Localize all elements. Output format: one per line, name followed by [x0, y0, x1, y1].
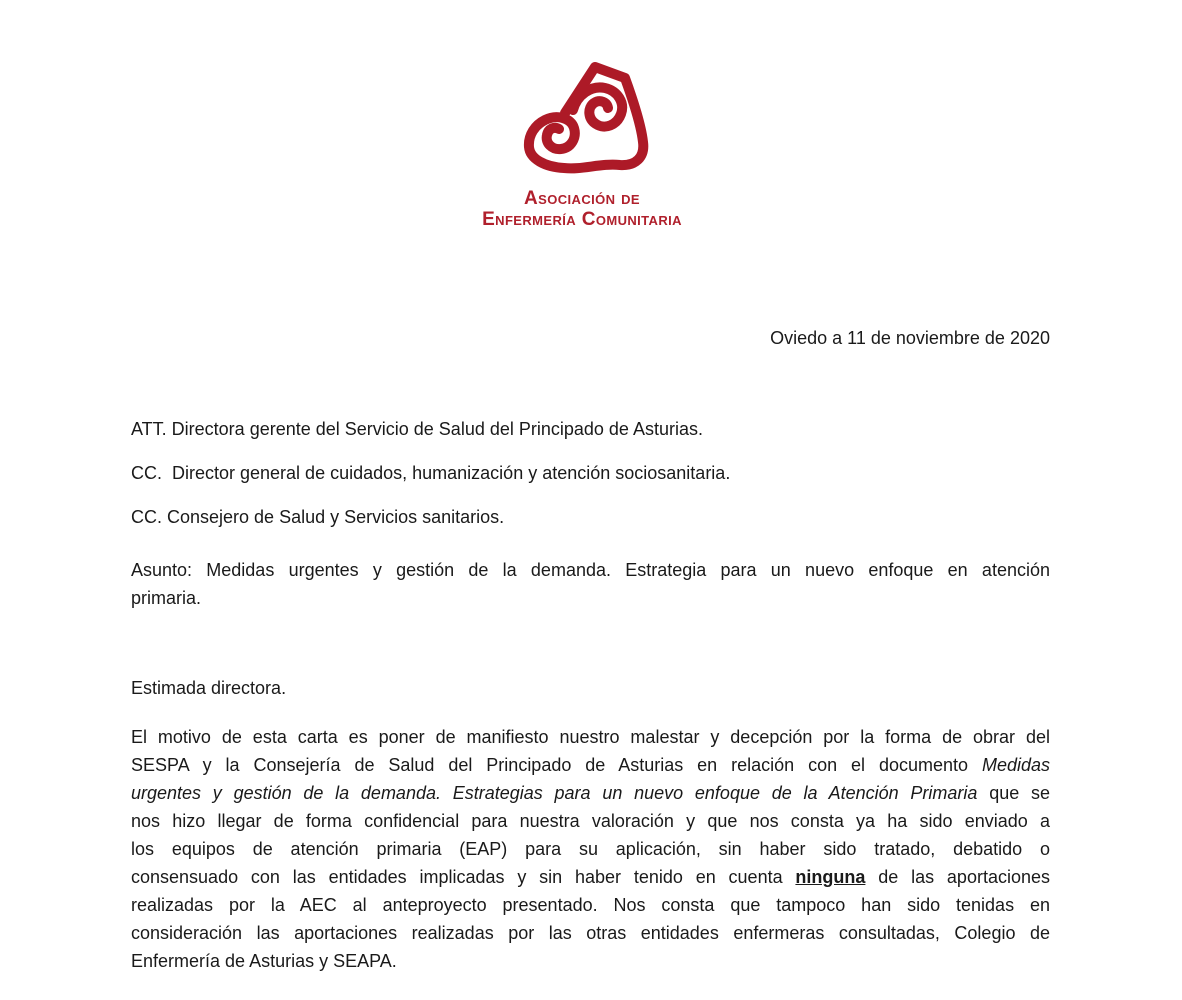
body-line — [131, 835, 1050, 863]
org-name-line2: Enfermería Comunitaria — [482, 209, 682, 230]
subject-line-2: primaria. — [131, 588, 202, 608]
body-text: Enfermería de Asturias y SEAPA. — [131, 951, 397, 971]
recipient-cc-2: CC. Consejero de Salud y Servicios sanitarios. — [131, 507, 505, 527]
recipient-att: ATT. Directora gerente del Servicio de Salud del Principado de Asturias. — [131, 419, 703, 439]
body-text: El motivo de esta carta es poner de manifiesto nuestro malestar y decepción por la forma de obrar del — [131, 727, 1050, 747]
org-name — [0, 188, 1164, 230]
body-text: consensuado con las entidades implicadas y sin haber tenido en cuenta — [131, 867, 796, 887]
body-line — [131, 947, 1050, 975]
subject-paragraph — [131, 556, 1050, 612]
recipient-cc-1: CC. Director general de cuidados, humanización y atención sociosanitaria. — [131, 463, 731, 483]
body-text: que se — [977, 783, 1050, 803]
body-text-italic: Medidas — [981, 755, 1050, 775]
subject-line-1: Asunto: Medidas urgentes y gestión de la demanda. Estrategia para un nuevo enfoque en atención — [131, 560, 1050, 580]
aec-logo-strokes — [529, 67, 643, 168]
body-text-italic: urgentes y gestión de la demanda. Estrategias para un nuevo enfoque de la Atención Primaria — [131, 783, 978, 803]
letter-content — [131, 324, 1050, 975]
date-line: Oviedo a 11 de noviembre de 2020 — [770, 328, 1050, 348]
body-line — [131, 807, 1050, 835]
body-text-emphasis: ninguna — [795, 867, 866, 887]
body-line — [131, 919, 1050, 947]
body-line — [131, 723, 1050, 751]
body-text: consideración las aportaciones realizadas por las otras entidades enfermeras consultadas, Colegio de — [131, 923, 1050, 943]
org-name-line1: Asociación de — [524, 188, 640, 209]
body-text: SESPA y la Consejería de Salud del Principado de Asturias en relación con el documento — [131, 755, 982, 775]
body-line — [131, 779, 1050, 807]
body-line — [131, 863, 1050, 891]
body-paragraph — [131, 723, 1050, 975]
aec-logo-icon — [519, 62, 649, 177]
body-line — [131, 751, 1050, 779]
body-text: los equipos de atención primaria (EAP) para su aplicación, sin haber sido tratado, debatido o — [131, 839, 1050, 859]
salutation: Estimada directora. — [131, 678, 287, 698]
body-text: de las aportaciones — [865, 867, 1050, 887]
body-text: nos hizo llegar de forma confidencial para nuestra valoración y que nos consta ya ha sido enviado a — [131, 811, 1050, 831]
body-line — [131, 891, 1050, 919]
body-text: realizadas por la AEC al anteproyecto presentado. Nos consta que tampoco han sido tenidas en — [131, 895, 1050, 915]
